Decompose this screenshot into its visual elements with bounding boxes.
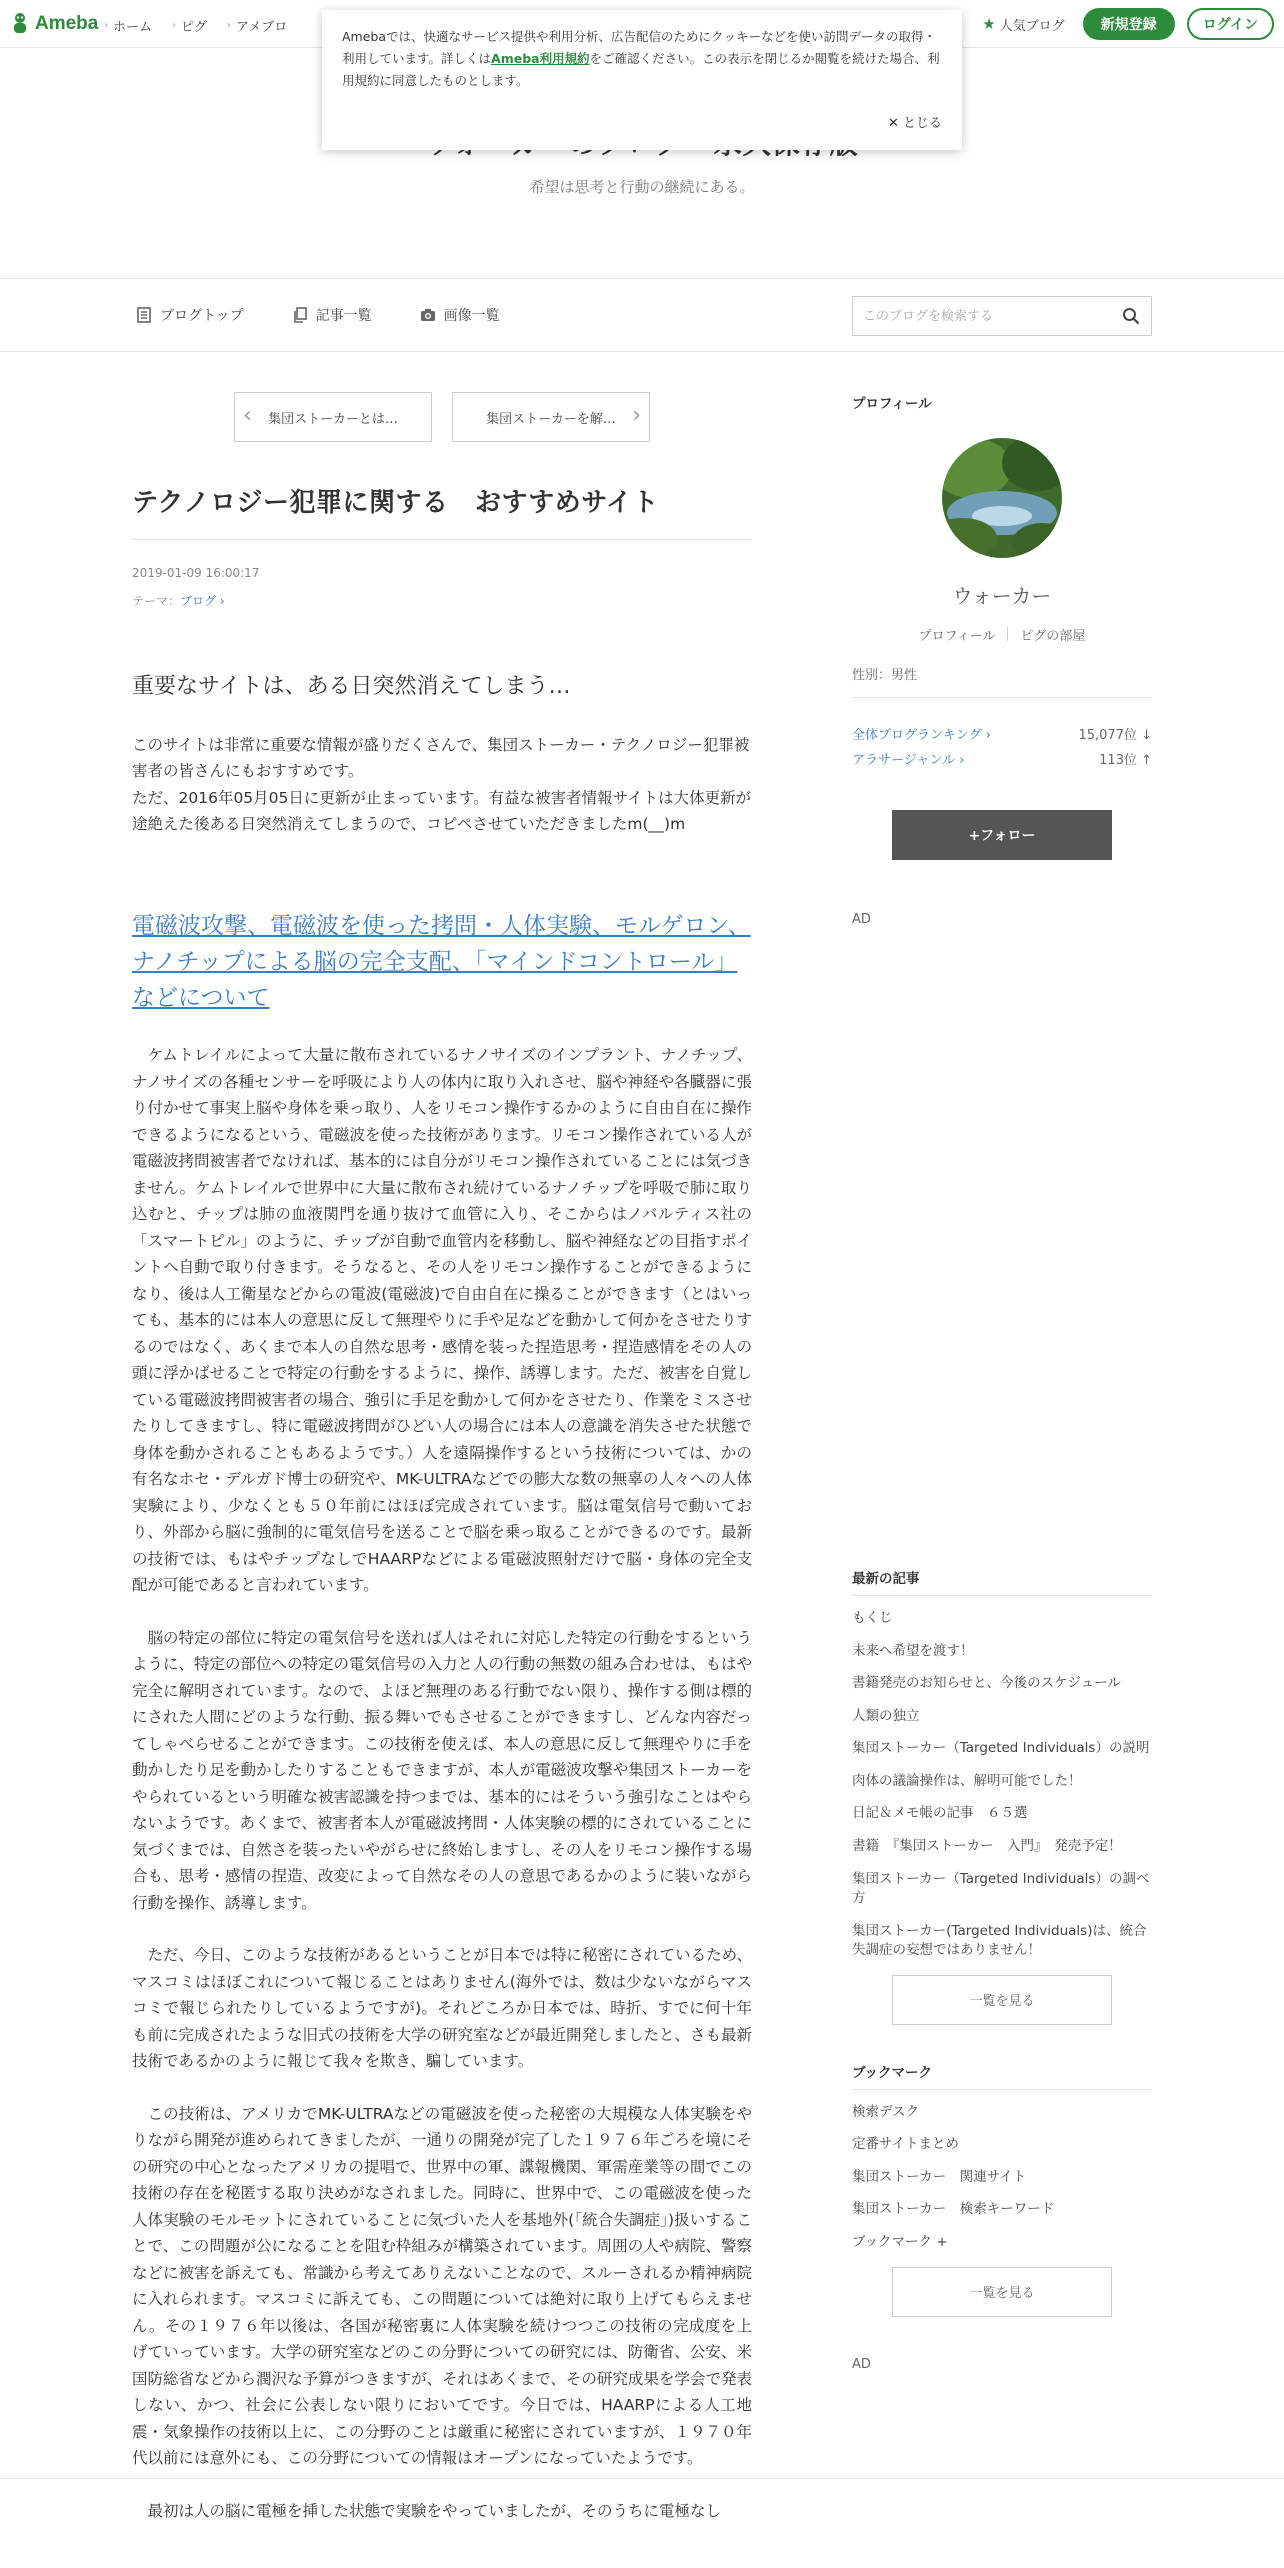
close-icon: ✕ bbox=[887, 116, 903, 132]
copy-icon bbox=[292, 307, 308, 323]
list-item[interactable]: 集団ストーカー 関連サイト bbox=[852, 2168, 1027, 2185]
entry-paragraph: ケムトレイルによって大量に散布されているナノサイズのインプラント、ナノチップ、ナノサイズの各種センサーを呼吸により人の体内に取り入れさせ、脳や神経や各臓器に張り付かせて事実上脳や身体を乗っ取り、人をリモコン操作するかのように自由自在に操作できるようになるという、電磁波を使った技術があります。リモコン操作されている人が電磁波拷問被害者でなければ、基本的には自分がリモコン操作されていることには気づきません。ケムトレイルで世界中に大量に散布され続けているナノチップを呼吸で肺に取り込むと、チップは肺の血液関門を通り抜けて血管に入り、そこからはノバルティス社の「スマートピル」のように、チップが自動で血管内を移動し、脳や神経などの目指すポイントへ自動で取り付きます。そうなると、その人をリモコン操作することができるようになり、後は人工衛星などからの電波(電磁波)で自由自在に操ることができます（とはいっても、基本的には本人の意思に反して無理やりに手や足などを動かして何かをさせたりするのではなく、あくまで本人の自然な思考・感情を装った捏造思考・捏造感情をその人の頭に浮かばせることで特定の行動をするように、操作、誘導します。ただ、被害を自覚している電磁波拷問被害者の場合、強引に手足を動かして何かをさせたり、作業をミスさせたりしてきますし、特に電磁波拷問がひどい人の場合には本人の意識を消失させた状態で身体を動かされることもあるようです。）人を遠隔操作するという技術については、かの有名なホセ・デルガド博士の研究や、MK-ULTRAなどでの膨大な数の無辜の人々への人体実験により、少なくとも５０年前にはほぼ完成されています。脳は電気信号で動いており、外部から脳に強制的に電気信号を送ることで脳を乗っ取ることができるのです。最新の技術では、もはやチップなしでHAARPなどによる電磁波照射だけで脳・身体の完全支配が可能であると言われています。 bbox=[132, 1046, 753, 1595]
cookie-close-button[interactable] bbox=[888, 113, 942, 136]
divider bbox=[1007, 627, 1008, 641]
global-nav-label: ホーム bbox=[113, 20, 153, 35]
header-actions bbox=[982, 8, 1274, 40]
star-icon: ★ bbox=[982, 15, 996, 33]
genre-ranking-link[interactable]: アラサージャンル › bbox=[852, 753, 965, 768]
list-item[interactable]: 肉体の議論操作は、解明可能でした！ bbox=[852, 1772, 1082, 1789]
chevron-left-icon: ‹ bbox=[243, 403, 252, 428]
ameba-logo-icon bbox=[10, 12, 30, 36]
blog-nav-label: 画像一覧 bbox=[443, 308, 500, 324]
list-item[interactable]: ブックマーク + bbox=[852, 2234, 948, 2250]
profile-link[interactable]: プロフィール bbox=[918, 629, 996, 644]
entry-body bbox=[132, 669, 752, 2524]
list-item[interactable]: 集団ストーカー(Targeted Individuals)は、統合失調症の妄想ではありません！ bbox=[852, 1922, 1147, 1959]
blog-search bbox=[852, 296, 1152, 336]
ad-label: AD bbox=[852, 2356, 871, 2372]
global-nav bbox=[104, 16, 287, 35]
cookie-notice bbox=[322, 10, 962, 150]
ameba-logo[interactable] bbox=[10, 12, 98, 36]
ranking-value: 113位 ↑ bbox=[1099, 753, 1152, 768]
logo-text: Ameba bbox=[35, 13, 99, 34]
prev-entry-button[interactable] bbox=[234, 392, 432, 442]
profile-name[interactable]: ウォーカー bbox=[952, 584, 1052, 608]
blog-search-input[interactable] bbox=[853, 309, 1111, 324]
theme-label: ブログ bbox=[180, 594, 217, 608]
ranking-value: 15,077位 ↓ bbox=[1078, 728, 1152, 743]
cookie-close-label: とじる bbox=[902, 116, 942, 132]
chevron-right-icon: › bbox=[632, 403, 641, 428]
blog-nav bbox=[0, 278, 1284, 352]
signup-button[interactable]: 新規登録 bbox=[1083, 8, 1175, 40]
entry-paragraph: 脳の特定の部位に特定の電気信号を送れば人はそれに対応した特定の行動をするというように、特定の部位への特定の電気信号の入力と人の行動の無数の組み合わせは、もはや完全に解明されています。なので、よほど無理のある行動でない限り、操作する側は標的にされた人間にどのような行動、振る舞いでもさせることができますし、どんな内容だってしゃべらせることができます。この技術を使えば、本人の意思に反して無理やりに手を動かしたり足を動かしたりすることもできますが、本人が電磁波攻撃や集団ストーカーをやられているという明確な被害認識を持つまでは、基本的にはそういう強引なことはやらないようです。あくまで、被害者本人が電磁波拷問・人体実験の標的にされていることに気づくまでは、自然さを装ったいやがらせに終始しますし、その人をリモコン操作する場合も、思考・感情の捏造、改変によって自然なその人の意思であるかのように装いながら行動を操作、誘導します。 bbox=[132, 1628, 753, 1912]
latest-heading: 最新の記事 bbox=[852, 1567, 1152, 1596]
bookmark-list bbox=[852, 2103, 1152, 2253]
blog-nav-label: 記事一覧 bbox=[315, 308, 372, 324]
search-button[interactable] bbox=[1111, 307, 1151, 325]
list-item[interactable]: 日記＆メモ帳の記事 ６５選 bbox=[852, 1805, 1028, 1822]
divider bbox=[0, 2478, 1284, 2479]
chevron-right-icon: › bbox=[172, 20, 177, 31]
entry-intro: このサイトは非常に重要な情報が盛りだくさんで、集団ストーカー・テクノロジー犯罪被害者の皆さんにもおすすめです。 ただ、2016年05月05日に更新が止まっています。有益な被害者情報サイトは大体更新が途絶えた後ある日突然消えてしまうので、コピペさせていただきましたm(__)m bbox=[132, 736, 752, 834]
entry-date: 2019-01-09 16:00:17 bbox=[132, 566, 260, 580]
list-item[interactable]: 書籍 『集団ストーカー 入門』 発売予定！ bbox=[852, 1837, 1122, 1854]
list-item[interactable]: 集団ストーカー（Targeted Individuals）の調べ方 bbox=[852, 1870, 1150, 1907]
latest-more-button[interactable]: 一覧を見る bbox=[892, 1975, 1112, 2025]
list-item[interactable]: 定番サイトまとめ bbox=[852, 2136, 960, 2153]
ranking-label: 全体ブログランキング bbox=[852, 728, 982, 743]
entry-paragraph: この技術は、アメリカでMK-ULTRAなどの電磁波を使った秘密の大規模な人体実験をやりながら開発が進められてきましたが、一通りの開発が完了した１９７６年ごろを境にその研究の中心となったアメリカの提唱で、世界中の軍、諜報機関、軍需産業等の間でこの技術の存在を秘匿する取り決めがなされました。同時に、世界中で、この電磁波を使った人体実験のモルモットにされていることに気づいた人を基地外(「統合失調症」)扱いすることで、この問題が公になることを阻む枠組みが構築されています。周囲の人や病院、警察などに被害を訴えても、常識から考えてありえないことなので、スルーされるか精神病院に入れられます。マスコミに訴えても、この問題については絶対に取り上げてもらえません。その１９７６年以後は、各国が秘密裏に人体実験を続けつつこの技術の完成度を上げていっています。大学の研究室などのこの分野についての研究には、防衛省、公安、米国防総省などから潤沢な予算がつきますが、それはあくまで、その研究成果を学会で発表しない、かつ、社会に公表しない限りにおいてです。今日では、HAARPによる人工地震・気象操作の技術以上に、この分野のことは厳重に秘密にされていますが、１９７０年代以前には意外にも、この分野についての情報はオープンになっていたようです。 bbox=[132, 2104, 753, 2468]
entry-paragraph: ただ、今日、このような技術があるということが日本では特に秘密にされているため、マスコミはほぼこれについて報じることはありません(海外では、数は少ないながらマスコミで報じられたりしているようですが)。それどころか日本では、時折、すでに何十年も前に完成されたような旧式の技術を大学の研究室などが最近開発しましたと、さも最新技術であるかのように報じて我々を欺き、騙しています。 bbox=[132, 1946, 753, 2071]
entry-theme bbox=[132, 592, 752, 609]
list-item[interactable]: 集団ストーカー（Targeted Individuals）の説明 bbox=[852, 1740, 1150, 1757]
avatar[interactable] bbox=[942, 438, 1062, 558]
global-nav-home[interactable] bbox=[104, 16, 152, 35]
ad-label: AD bbox=[852, 912, 871, 927]
login-button[interactable]: ログイン bbox=[1187, 8, 1274, 40]
profile-gender: 性別：男性 bbox=[852, 664, 1152, 698]
theme-link[interactable]: ブログ › bbox=[180, 594, 225, 608]
follow-button[interactable]: +フォロー bbox=[892, 810, 1112, 860]
entry-title: テクノロジー犯罪に関する おすすめサイト bbox=[132, 482, 752, 540]
cookie-text-after: をご確認ください。この表示を閉じるか閲覧を続けた場合、利用規約に同意したものとします。 bbox=[342, 50, 940, 88]
global-nav-label: ピグ bbox=[181, 20, 208, 35]
sidebar bbox=[852, 392, 1152, 2372]
next-entry-button[interactable] bbox=[452, 392, 650, 442]
list-item[interactable]: 人類の独立 bbox=[852, 1707, 920, 1724]
blog-nav-top[interactable] bbox=[136, 305, 244, 325]
avatar-image bbox=[942, 438, 1062, 558]
list-item[interactable]: 書籍発売のお知らせと、今後のスケジュール bbox=[852, 1675, 1121, 1692]
prev-entry-label: 集団ストーカーとは… bbox=[268, 411, 398, 427]
terms-link[interactable]: Ameba利用規約 bbox=[491, 50, 590, 66]
global-nav-pigg[interactable] bbox=[172, 16, 207, 35]
blog-nav-entries[interactable] bbox=[292, 305, 372, 325]
cookie-text-before: Amebaでは、快適なサービス提供や利用分析、広告配信のためにクッキーなどを使い訪問データの取得・利用しています。詳しくは bbox=[342, 29, 937, 66]
list-item[interactable]: もくじ bbox=[852, 1610, 893, 1626]
chevron-right-icon: › bbox=[227, 20, 232, 31]
list-item[interactable]: 集団ストーカー 検索キーワード bbox=[852, 2201, 1055, 2218]
global-nav-label: アメブロ bbox=[236, 20, 288, 35]
blog-nav-label: ブログトップ bbox=[160, 308, 244, 324]
entry-paragraph: 最初は人の脳に電極を挿した状態で実験をやっていましたが、そのうちに電極なし bbox=[147, 2501, 722, 2520]
theme-prefix: テーマ： bbox=[132, 594, 181, 608]
profile-links bbox=[852, 625, 1152, 644]
ranking-label: アラサージャンル bbox=[852, 753, 956, 768]
reference-site-link[interactable]: 電磁波攻撃、電磁波を使った拷問・人体実験、モルゲロン、ナノチップによる脳の完全支配、「マインドコントロール」などについて bbox=[132, 913, 751, 1011]
document-icon bbox=[136, 307, 152, 323]
chevron-right-icon: › bbox=[104, 20, 108, 31]
ranking-row bbox=[852, 749, 1152, 768]
blog-nav-images[interactable] bbox=[420, 305, 500, 325]
global-nav-ameblo[interactable] bbox=[227, 16, 287, 35]
blog-nav-items bbox=[136, 305, 500, 325]
latest-entries bbox=[852, 1609, 1152, 1961]
ranking-row bbox=[852, 724, 1152, 743]
next-entry-label: 集団ストーカーを解… bbox=[486, 411, 616, 427]
profile-heading: プロフィール bbox=[852, 396, 932, 412]
popular-blog-label: 人気ブログ bbox=[999, 18, 1065, 34]
overall-ranking-link[interactable]: 全体ブログランキング › bbox=[852, 728, 991, 743]
entry-heading: 重要なサイトは、ある日突然消えてしまう… bbox=[132, 674, 571, 699]
blog-subtitle: 希望は思考と行動の継続にある。 bbox=[529, 178, 755, 196]
list-item[interactable]: 検索デスク bbox=[852, 2103, 919, 2120]
list-item[interactable]: 未来へ希望を渡す！ bbox=[852, 1642, 974, 1659]
popular-blog-link[interactable] bbox=[982, 15, 1064, 34]
prev-next-nav bbox=[132, 392, 752, 442]
bookmark-heading: ブックマーク bbox=[852, 2061, 1152, 2090]
search-icon bbox=[1122, 307, 1140, 325]
pigg-room-link[interactable]: ピグの部屋 bbox=[1020, 629, 1086, 644]
bookmark-more-button[interactable]: 一覧を見る bbox=[892, 2267, 1112, 2317]
article bbox=[132, 392, 752, 2524]
camera-icon bbox=[420, 307, 436, 323]
